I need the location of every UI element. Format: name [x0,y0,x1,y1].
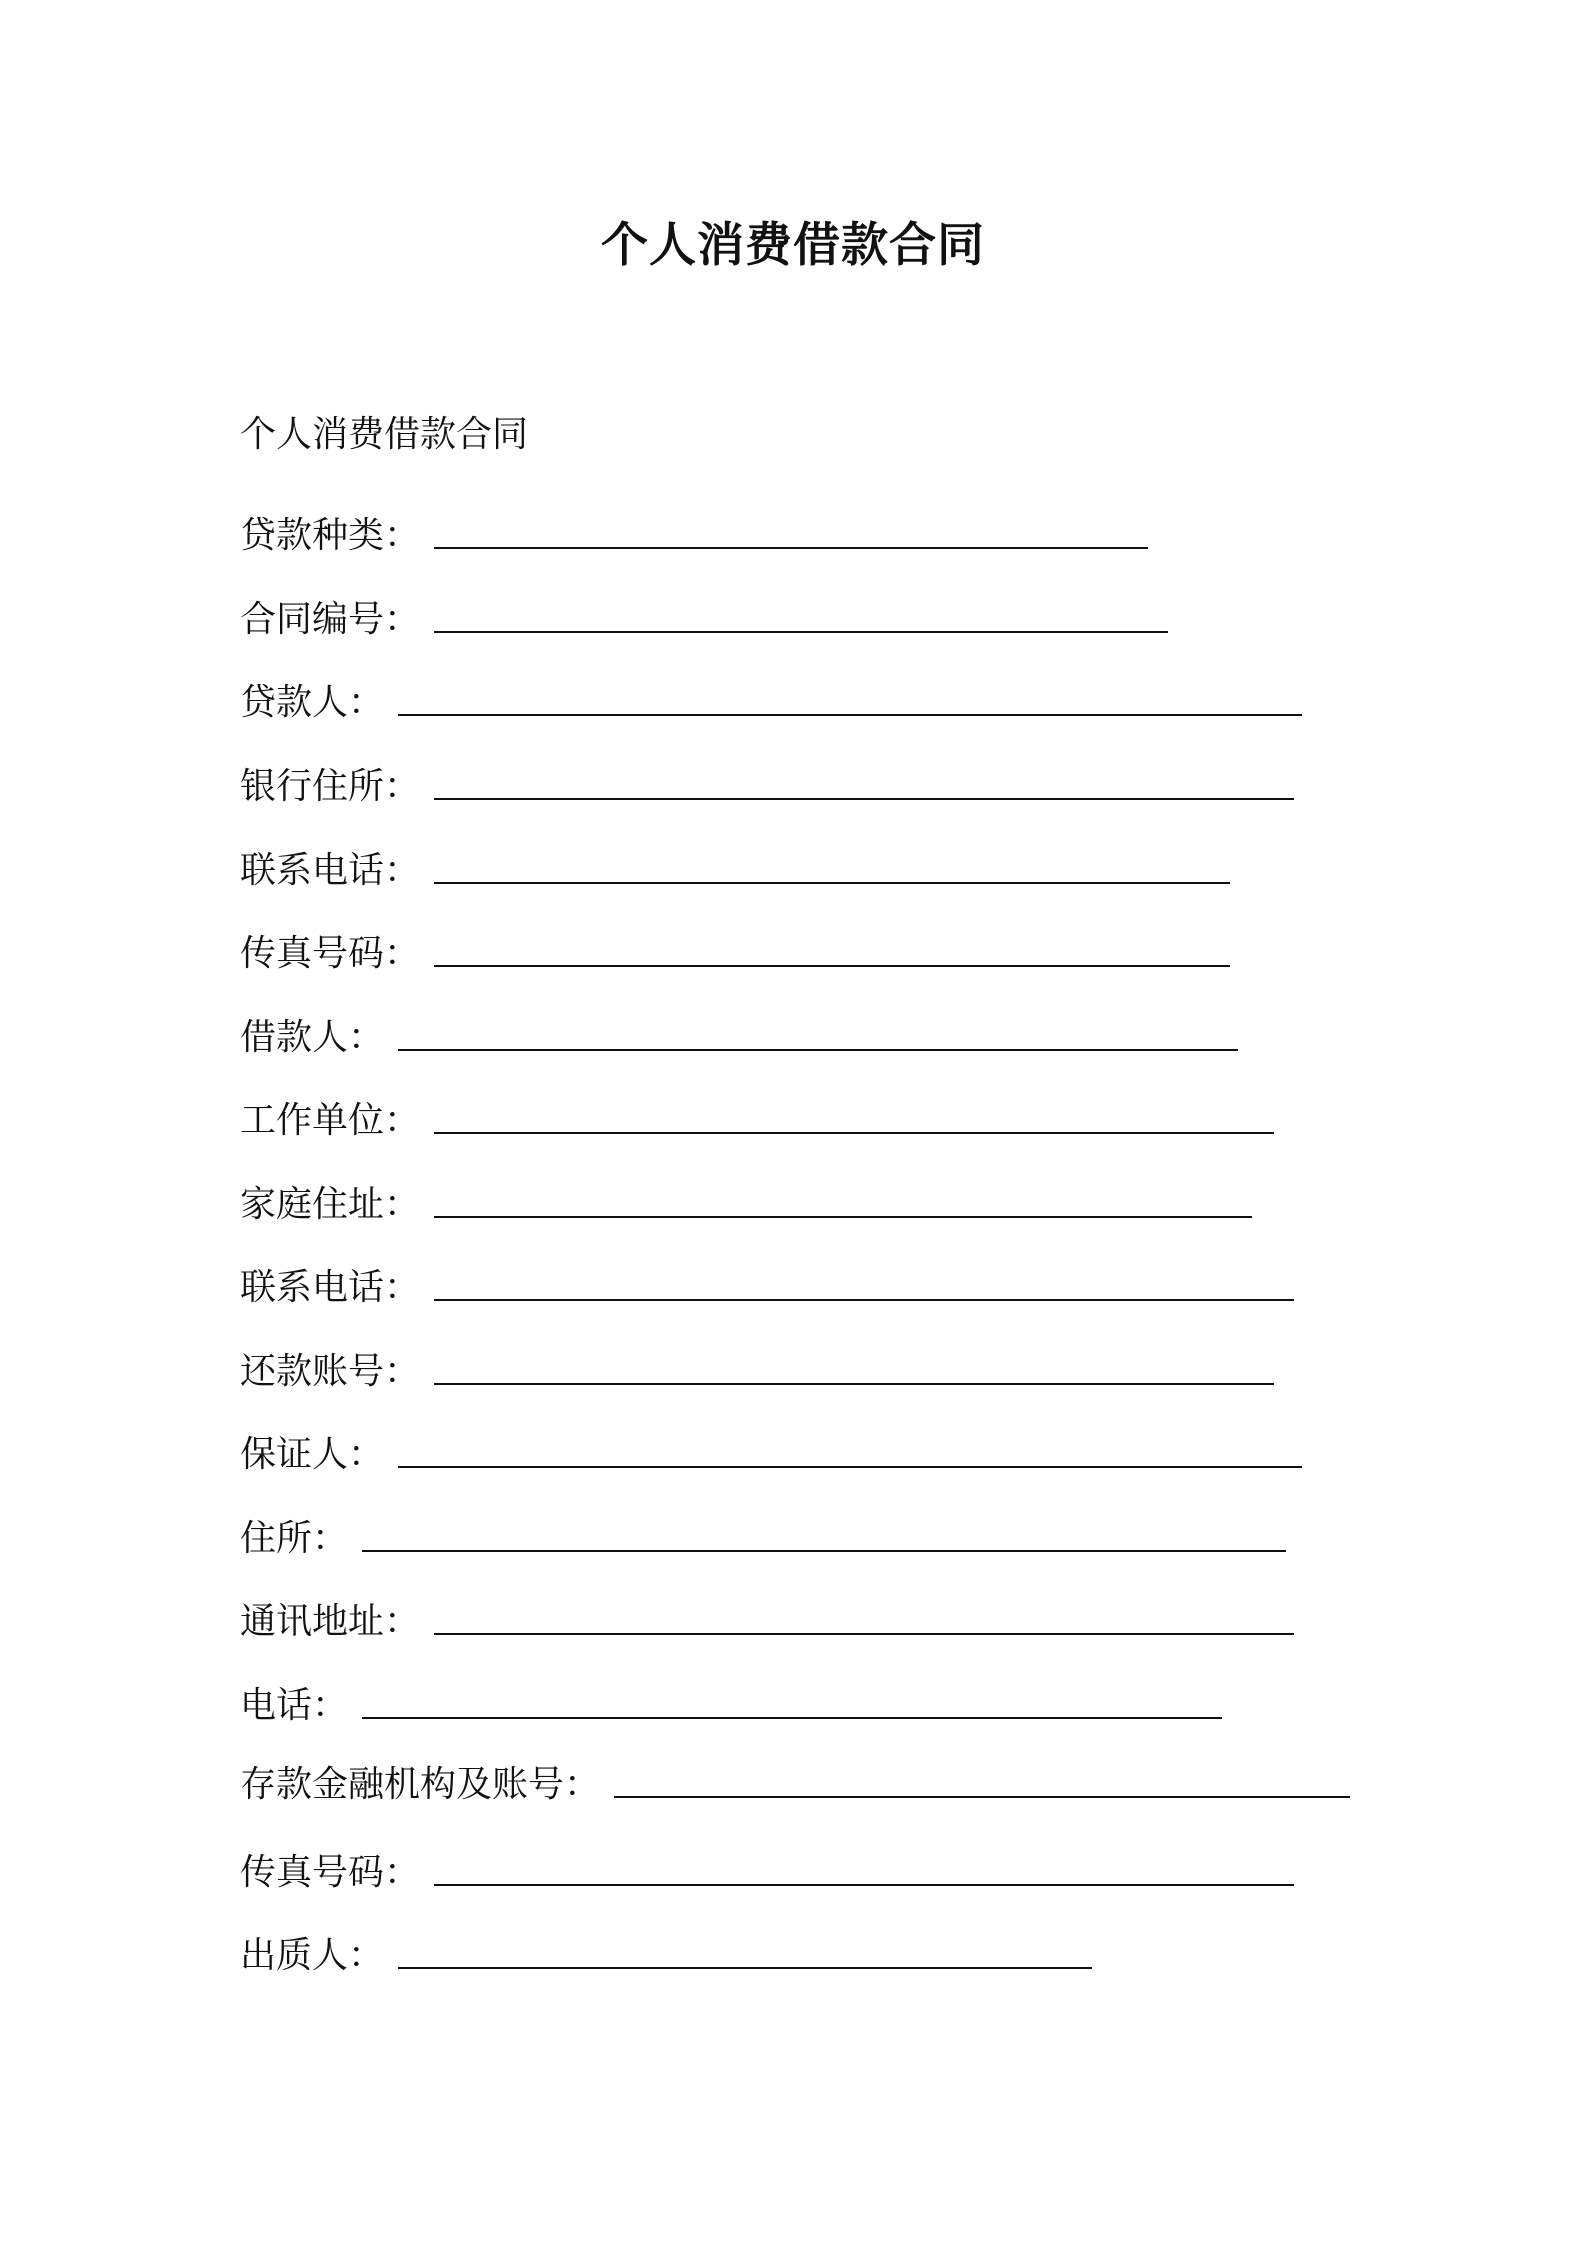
field-label: 住所 [240,1518,313,1559]
document-title: 个人消费借款合同 [601,218,985,273]
blank-line[interactable] [434,1589,1294,1635]
blank-line[interactable] [434,1172,1252,1218]
field-label: 借款人 [240,1017,349,1058]
field-colon: ： [384,599,421,640]
form-field-pledgor [240,1921,1092,1977]
blank-line[interactable] [434,1088,1274,1134]
field-colon: ： [384,1852,421,1893]
field-colon: ： [384,1351,421,1392]
field-colon: ： [384,1100,421,1141]
blank-line[interactable] [362,1506,1286,1552]
blank-line[interactable] [398,670,1302,716]
blank-line[interactable] [434,1840,1294,1886]
field-label: 保证人 [240,1434,349,1475]
blank-line[interactable] [398,1005,1238,1051]
field-colon: ： [348,1017,385,1058]
form-field-borrower-phone [240,1253,1294,1309]
form-field-lender-fax [240,919,1230,975]
field-label: 联系电话 [240,850,385,891]
field-label: 传真号码 [240,933,385,974]
field-label: 贷款人 [240,682,349,723]
form-field-lender-phone [240,836,1230,892]
form-field-employer [240,1086,1274,1142]
field-colon: ： [348,1935,385,1976]
blank-line[interactable] [434,1339,1274,1385]
form-field-loan-type [240,501,1148,557]
form-field-mailing-address [240,1587,1294,1643]
form-field-deposit-institution [240,1750,1350,1806]
field-label: 存款金融机构及账号 [240,1764,565,1805]
form-field-guarantor-phone [240,1671,1222,1727]
field-colon: ： [384,850,421,891]
field-colon: ： [384,933,421,974]
form-field-bank-address [240,752,1294,808]
form-field-guarantor [240,1420,1302,1476]
blank-line[interactable] [434,1255,1294,1301]
field-label: 联系电话 [240,1267,385,1308]
blank-line[interactable] [434,503,1148,549]
field-colon: ： [348,682,385,723]
form-field-guarantor-fax [240,1838,1294,1894]
field-label: 贷款种类 [240,515,385,556]
blank-line[interactable] [398,1422,1302,1468]
field-label: 银行住所 [240,766,385,807]
field-label: 传真号码 [240,1852,385,1893]
field-label: 工作单位 [240,1100,385,1141]
blank-line[interactable] [362,1673,1222,1719]
field-colon: ： [348,1434,385,1475]
form-field-contract-number [240,585,1168,641]
field-colon: ： [384,515,421,556]
field-colon: ： [384,1601,421,1642]
field-colon: ： [312,1685,349,1726]
document-subtitle: 个人消费借款合同 [240,414,529,455]
blank-line[interactable] [434,921,1230,967]
field-label: 电话 [240,1685,313,1726]
form-field-lender [240,668,1302,724]
form-field-home-address [240,1170,1252,1226]
field-label: 还款账号 [240,1351,385,1392]
blank-line[interactable] [434,838,1230,884]
field-label: 通讯地址 [240,1601,385,1642]
field-label: 家庭住址 [240,1184,385,1225]
form-field-guarantor-address [240,1504,1286,1560]
form-field-borrower [240,1003,1238,1059]
field-colon: ： [384,1267,421,1308]
blank-line[interactable] [434,754,1294,800]
field-colon: ： [384,766,421,807]
field-colon: ： [564,1764,601,1805]
field-colon: ： [384,1184,421,1225]
field-colon: ： [312,1518,349,1559]
blank-line[interactable] [398,1923,1092,1969]
field-label: 合同编号 [240,599,385,640]
blank-line[interactable] [614,1752,1350,1798]
field-label: 出质人 [240,1935,349,1976]
form-field-repayment-account [240,1337,1274,1393]
blank-line[interactable] [434,587,1168,633]
